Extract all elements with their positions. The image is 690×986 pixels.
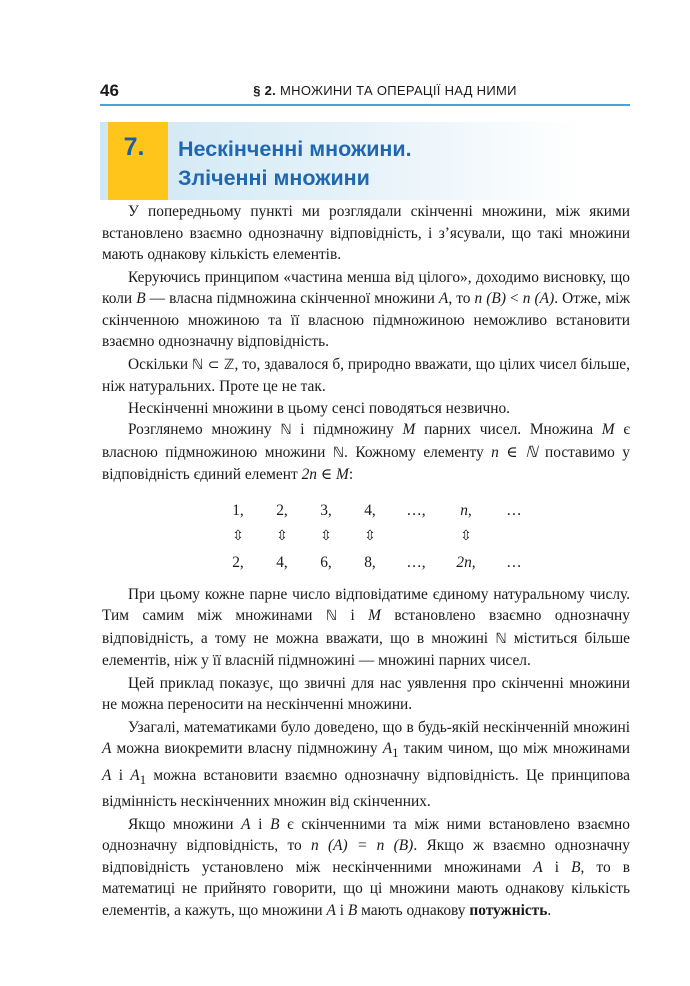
evens-row	[216, 550, 536, 576]
p5-colon: :	[348, 466, 354, 483]
p5-naturals-2: ℕ	[332, 444, 345, 461]
p9-text-g: і	[335, 901, 348, 919]
p8-text-d: і	[111, 766, 131, 784]
map-top-cell: 2,	[276, 501, 288, 519]
p9-text-h: мають однакову	[357, 901, 470, 919]
p5-set-m-2: M	[601, 421, 615, 438]
up-down-arrow-icon: ⇳	[364, 527, 376, 544]
p8-set-a1: A	[382, 740, 393, 757]
p8-text-e: можна встановити взаємно однозначну відповідність. Це принципова відмінність нескінченних множин від скінченних.	[102, 766, 630, 811]
p6-set-m: M	[368, 607, 381, 624]
map-top-cell: 3,	[320, 501, 332, 519]
section-title: МНОЖИНИ ТА ОПЕРАЦІЇ НАД НИМИ	[280, 83, 517, 98]
up-down-arrow-icon: ⇳	[460, 527, 472, 544]
map-top-cell: …,	[406, 501, 426, 519]
page-number: 46	[100, 81, 119, 100]
naturals-row	[216, 498, 536, 524]
map-bottom-cell: 2,	[232, 553, 244, 571]
map-bottom-cell: …,	[406, 553, 426, 571]
p6-text-d: міститься більше елементів, ніж у її власній підмножині — множині парних чисел.	[102, 629, 630, 669]
p9-set-b-2: B	[571, 858, 581, 876]
p8-set-a-2: A	[102, 766, 112, 784]
p8-text-c: таким чином, що між множинами	[398, 740, 630, 757]
map-bottom-2n: 2n,	[456, 553, 476, 571]
p5-naturals: ℕ	[280, 422, 292, 438]
p8-text-a: Узагалі, математиками було доведено, що в будь-якій нескінченній множині	[128, 718, 630, 736]
correspondence-table	[216, 498, 536, 576]
p3-text-a: Оскільки	[128, 355, 193, 373]
map-top-cell	[440, 498, 492, 524]
p8-set-a1-2: A	[130, 766, 140, 784]
paragraph-6	[102, 584, 630, 672]
heading-line-1: Нескінченні множини.	[178, 137, 412, 161]
arrows-row	[216, 524, 536, 550]
p9-set-a-3: A	[326, 901, 336, 919]
p2-text-e: . Отже, між скінченною множиною та її власною підмножиною неможливо встановити взаємно однозначну відповідність.	[102, 290, 630, 350]
p9-text-e: і	[542, 858, 572, 876]
p2-less-than: <	[505, 290, 523, 307]
p8-set-a: A	[102, 740, 112, 757]
p9-set-b: B	[270, 815, 280, 833]
p9-text-b: і	[250, 815, 271, 833]
paragraph-9	[102, 814, 630, 922]
p5-n-in-n: n ∈ ℕ	[491, 443, 538, 461]
map-bottom-cell: 4,	[276, 553, 288, 571]
map-bottom-cell	[440, 550, 492, 576]
p2-text-a: Керуючись принципом «частина менша від цілого», доходимо висновку, що коли	[102, 268, 630, 307]
section-number: 7.	[123, 133, 145, 161]
p8-subscript-1: 1	[392, 746, 399, 761]
p2-n-b: n (B)	[474, 290, 506, 307]
paragraph-1: У попередньому пункті ми розглядали скінченні множини, між якими встановлено взаємно однозначну відповідність, і з’ясували, що такі множини мають однакову кількість елементів.	[102, 203, 630, 263]
map-top-cell: 1,	[232, 501, 244, 519]
p5-text-e: . Кожному елементу	[344, 443, 492, 461]
paragraph-5	[102, 419, 630, 486]
p6-text-c: встановлено взаємно однозначну відповідність, а тому не можна вважати, що в множині	[102, 607, 630, 647]
paragraph-7: Цей приклад показує, що звичні для нас уявлення про скінченні множини не можна переносити на нескінченні множини.	[102, 674, 630, 713]
p2-text-c: , то	[448, 290, 475, 307]
p6-naturals: ℕ	[325, 608, 338, 624]
p2-text-b: — власна підмножина скінченної множини	[145, 290, 439, 307]
section-mark: § 2.	[253, 83, 277, 98]
p9-set-a-2: A	[533, 858, 543, 876]
p9-equality: n (A) = n (B)	[310, 837, 414, 855]
paragraph-2	[102, 267, 630, 353]
up-down-arrow-icon: ⇳	[232, 527, 244, 544]
p9-text-c: є скінченними та між ними встановлено взаємно однозначну відповідність, то	[102, 815, 630, 855]
empty-cell	[492, 524, 536, 550]
paragraph-3	[102, 354, 630, 398]
section-heading	[178, 135, 412, 193]
p5-text-d: є власною підмножиною множини	[102, 421, 630, 461]
empty-cell	[392, 524, 440, 550]
p2-set-b: B	[136, 290, 146, 307]
p6-text-a: При цьому кожне парне число відповідатиме єдиному натуральному числу. Тим самим між множинами	[102, 585, 630, 624]
p9-text-d: . Якщо ж взаємно однозначну відповідність установлено між нескінченними множинами	[102, 837, 630, 876]
map-bottom-cell: …	[506, 553, 522, 571]
up-down-arrow-icon: ⇳	[276, 527, 288, 544]
p5-2n-in-m: 2n ∈ M	[301, 466, 349, 483]
term-potuzhnist: потужність	[469, 901, 548, 919]
p5-set-m: M	[402, 421, 416, 438]
map-top-n: n,	[460, 501, 472, 519]
p9-text-f: , то в математиці не прийнято говорити, що ці множини мають однакову кількість елементів, а кажуть, що множини	[102, 858, 630, 919]
p8-subscript-2: 1	[139, 772, 147, 787]
paragraph-8	[102, 717, 630, 813]
p5-text-c: парних чисел. Множина	[415, 421, 602, 438]
p3-subset-symbols: ℕ ⊂ ℤ	[192, 356, 235, 373]
running-head-title	[100, 83, 630, 98]
map-top-cell: 4,	[364, 501, 376, 519]
p6-text-b: і	[337, 607, 369, 624]
p3-text-b: , то, здавалося б, природно вважати, що цілих чисел більше, ніж натуральних. Проте це не так.	[102, 355, 630, 395]
map-top-cell: …	[506, 501, 522, 519]
p8-text-b: можна виокремити власну підмножину	[111, 740, 383, 757]
p6-naturals-2: ℕ	[495, 630, 507, 647]
map-bottom-cell: 6,	[320, 553, 332, 571]
body-text	[102, 201, 630, 921]
p9-period: .	[547, 901, 552, 919]
p5-text-b: і підмножину	[291, 421, 403, 438]
heading-line-2: Зліченні множини	[178, 166, 370, 190]
p2-n-a: n (A)	[522, 290, 555, 307]
up-down-arrow-icon: ⇳	[320, 527, 332, 544]
p5-text-f: поставимо у відповідність єдиний елемент	[102, 443, 630, 483]
p5-text-a: Розглянемо множину	[128, 421, 281, 438]
running-header	[100, 80, 630, 106]
paragraph-4: Нескінченні множини в цьому сенсі поводяться незвично.	[128, 399, 511, 417]
p9-set-b-3: B	[347, 901, 358, 919]
p2-set-a: A	[438, 290, 449, 307]
p9-text-a: Якщо множини	[128, 815, 242, 833]
map-bottom-cell: 8,	[364, 553, 376, 571]
p9-set-a: A	[241, 815, 251, 833]
